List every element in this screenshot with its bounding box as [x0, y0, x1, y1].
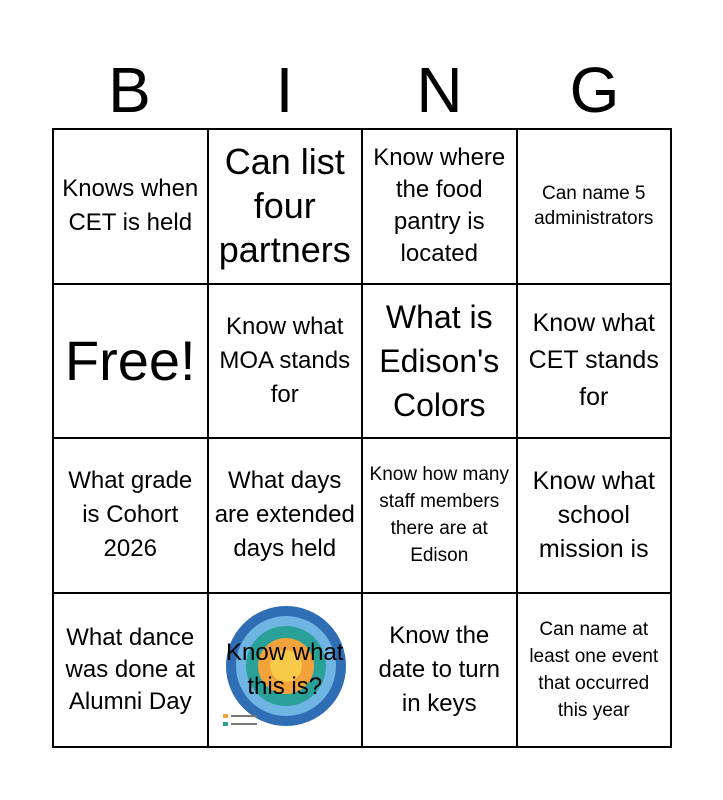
bingo-cell[interactable]: [362, 438, 517, 593]
image-cell[interactable]: [208, 593, 363, 748]
header-letter-n: N: [416, 54, 463, 126]
bingo-cell[interactable]: [53, 593, 208, 748]
cell-text: Know what this is?: [226, 638, 344, 700]
bingo-cell[interactable]: [517, 284, 672, 439]
cell-text: Know where the food pantry is located: [373, 144, 506, 268]
bingo-cell[interactable]: [517, 129, 672, 284]
bingo-cell[interactable]: [53, 129, 208, 284]
bingo-cell[interactable]: [362, 593, 517, 748]
header-letter-b: B: [108, 54, 151, 126]
cell-text: What is Edison's Colors: [379, 298, 500, 423]
cell-text: Know the date to turn in keys: [378, 621, 500, 717]
bingo-cell[interactable]: [208, 284, 363, 439]
cell-text: What days are extended days held: [214, 467, 355, 563]
cell-text: Know what MOA stands for: [219, 312, 351, 408]
cell-text: Knows when CET is held: [62, 175, 199, 237]
cell-text: Know what CET stands for: [528, 309, 659, 412]
cell-text: Can name at least one event that occurred this year: [529, 618, 659, 721]
header-letter-g: G: [569, 54, 620, 126]
bingo-cell[interactable]: [208, 438, 363, 593]
cell-text: Free!: [64, 328, 196, 392]
header-letter-i: I: [275, 54, 294, 126]
bingo-cell[interactable]: [517, 593, 672, 748]
cell-text: Can list four partners: [218, 141, 351, 271]
cell-text: What dance was done at Alumni Day: [65, 623, 195, 715]
cell-text: Know what school mission is: [532, 467, 655, 564]
bingo-board: [52, 128, 672, 748]
free-space-cell[interactable]: [53, 284, 208, 439]
bingo-cell[interactable]: [362, 284, 517, 439]
bingo-header: [52, 52, 672, 128]
bingo-cell[interactable]: [208, 129, 363, 284]
cell-text: Know how many staff members there are at Edison: [369, 464, 509, 567]
cell-text: Can name 5 administrators: [534, 183, 654, 230]
bingo-cell[interactable]: [53, 438, 208, 593]
cell-text: What grade is Cohort 2026: [68, 467, 193, 563]
bingo-cell[interactable]: [362, 129, 517, 284]
bingo-cell[interactable]: [517, 438, 672, 593]
